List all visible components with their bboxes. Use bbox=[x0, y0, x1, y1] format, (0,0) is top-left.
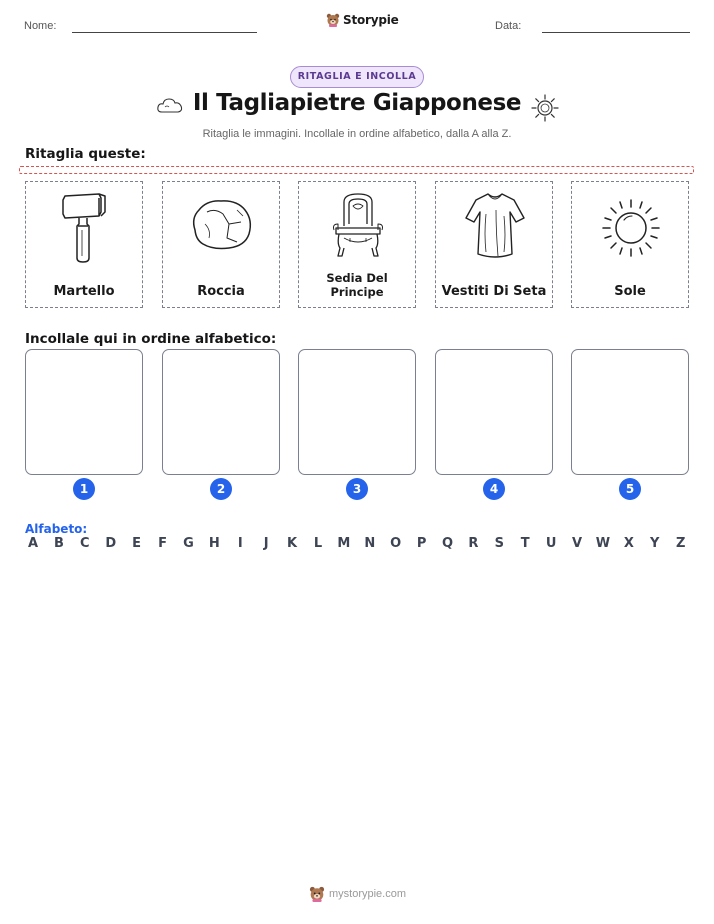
sun-decoration-icon bbox=[530, 93, 560, 123]
alphabet-letter: I bbox=[237, 536, 243, 551]
alphabet-letter: B bbox=[53, 536, 64, 551]
alphabet-letter: T bbox=[520, 536, 530, 551]
sun-icon bbox=[599, 190, 663, 264]
slot-number-4: 4 bbox=[483, 478, 505, 500]
card-label: Martello bbox=[53, 284, 115, 299]
name-line[interactable] bbox=[72, 32, 257, 33]
alphabet-letter: M bbox=[337, 536, 351, 551]
date-line[interactable] bbox=[542, 32, 690, 33]
alphabet-letter: Y bbox=[650, 536, 660, 551]
cut-card-roccia[interactable] bbox=[162, 181, 280, 308]
paste-slot-2[interactable] bbox=[162, 349, 280, 475]
footer-url: mystorypie.com bbox=[329, 888, 407, 900]
robe-icon bbox=[462, 190, 528, 264]
alphabet-letter: X bbox=[623, 536, 634, 551]
cut-line bbox=[19, 166, 694, 174]
slot-number-3: 3 bbox=[346, 478, 368, 500]
paste-slot-5[interactable] bbox=[571, 349, 689, 475]
alphabet-letter: G bbox=[183, 536, 194, 551]
paste-section-title: Incollale qui in ordine alfabetico: bbox=[25, 331, 277, 347]
footer bbox=[309, 886, 406, 902]
alphabet-letter: D bbox=[105, 536, 117, 551]
chair-icon bbox=[328, 190, 388, 264]
cut-card-sole[interactable] bbox=[571, 181, 689, 308]
slot-number-2: 2 bbox=[210, 478, 232, 500]
alphabet-letter: V bbox=[572, 536, 583, 551]
alphabet-letter: R bbox=[468, 536, 479, 551]
alphabet-title: Alfabeto: bbox=[25, 522, 88, 536]
alphabet-row bbox=[25, 536, 689, 551]
paste-slot-1[interactable] bbox=[25, 349, 143, 475]
paste-slot-4[interactable] bbox=[435, 349, 553, 475]
alphabet-letter: P bbox=[416, 536, 427, 551]
alphabet-letter: A bbox=[27, 536, 39, 551]
alphabet-letter: N bbox=[364, 536, 376, 551]
brand-name: Storypie bbox=[343, 13, 399, 27]
alphabet-letter: H bbox=[208, 536, 220, 551]
alphabet-letter: F bbox=[158, 536, 167, 551]
alphabet-letter: L bbox=[313, 536, 323, 551]
slot-number-1: 1 bbox=[73, 478, 95, 500]
cut-section-title: Ritaglia queste: bbox=[25, 146, 146, 162]
alphabet-letter: K bbox=[287, 536, 298, 551]
card-label: Sedia Del Principe bbox=[326, 271, 388, 299]
alphabet-letter: S bbox=[494, 536, 504, 551]
name-label: Nome: bbox=[24, 20, 57, 32]
card-label: Sole bbox=[614, 284, 646, 299]
alphabet-letter: W bbox=[595, 536, 611, 551]
alphabet-letter: U bbox=[545, 536, 557, 551]
cut-card-martello[interactable] bbox=[25, 181, 143, 308]
alphabet-letter: E bbox=[132, 536, 142, 551]
alphabet-letter: O bbox=[390, 536, 402, 551]
rock-icon bbox=[187, 190, 257, 264]
bear-logo-icon bbox=[326, 13, 340, 27]
activity-badge: RITAGLIA E INCOLLA bbox=[290, 66, 424, 88]
date-label: Data: bbox=[495, 20, 522, 32]
cut-card-sedia[interactable] bbox=[298, 181, 416, 308]
bear-logo-icon bbox=[309, 886, 325, 902]
paste-slot-3[interactable] bbox=[298, 349, 416, 475]
alphabet-letter: C bbox=[80, 536, 90, 551]
alphabet-letter: Q bbox=[441, 536, 454, 551]
hammer-icon bbox=[55, 190, 115, 264]
cut-card-vestiti[interactable] bbox=[435, 181, 553, 308]
page-title: Il Tagliapietre Giapponese bbox=[192, 90, 522, 116]
instructions: Ritaglia le immagini. Incollale in ordine alfabetico, dalla A alla Z. bbox=[202, 128, 512, 140]
slot-number-5: 5 bbox=[619, 478, 641, 500]
alphabet-letter: J bbox=[263, 536, 269, 551]
card-label: Roccia bbox=[197, 284, 245, 299]
card-label: Vestiti Di Seta bbox=[441, 284, 547, 299]
alphabet-letter: Z bbox=[675, 536, 686, 551]
brand-logo bbox=[326, 13, 399, 27]
